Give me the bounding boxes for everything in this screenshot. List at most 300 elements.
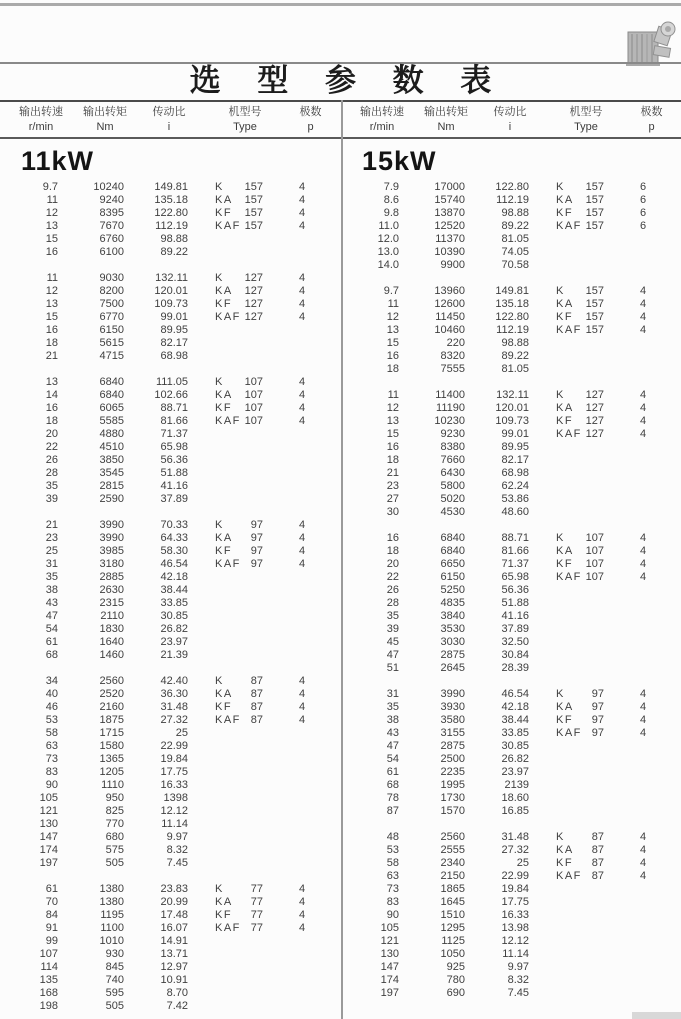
poles-cell: 4 bbox=[298, 272, 306, 284]
table-row bbox=[341, 610, 681, 623]
table-row bbox=[0, 571, 341, 584]
type-size: 87 bbox=[591, 857, 604, 869]
page-title: 选 型 参 数 表 bbox=[189, 63, 506, 98]
poles-cell bbox=[263, 792, 341, 805]
output-torque-cell: 1510 bbox=[440, 909, 465, 921]
type-size: 157 bbox=[585, 181, 604, 193]
output-torque-cell: 1110 bbox=[101, 779, 124, 791]
table-header-right bbox=[341, 104, 681, 135]
output-torque-cell: 930 bbox=[105, 948, 124, 960]
type-prefix: KAF bbox=[556, 428, 582, 440]
type-prefix: KF bbox=[215, 909, 233, 921]
poles-cell bbox=[604, 753, 681, 766]
poles-cell: 4 bbox=[639, 311, 647, 323]
model-type-cell bbox=[188, 883, 263, 896]
ratio-cell: 27.32 bbox=[160, 714, 188, 726]
table-row bbox=[0, 597, 341, 610]
output-torque-cell: 2555 bbox=[440, 844, 465, 856]
output-speed-cell: 14.0 bbox=[377, 259, 399, 271]
ratio-cell: 42.18 bbox=[160, 571, 188, 583]
ratio-cell: 41.16 bbox=[501, 610, 529, 622]
ratio-cell: 17.48 bbox=[160, 909, 188, 921]
type-prefix: KF bbox=[556, 311, 574, 323]
table-row bbox=[0, 766, 341, 779]
output-torque-cell: 3990 bbox=[99, 519, 124, 531]
poles-cell bbox=[604, 779, 681, 792]
table-row bbox=[0, 389, 341, 402]
poles-cell: 4 bbox=[298, 883, 306, 895]
output-speed-cell: 16 bbox=[386, 441, 399, 453]
output-speed-cell: 198 bbox=[39, 1000, 58, 1012]
output-speed-cell: 61 bbox=[45, 636, 58, 648]
ratio-group bbox=[0, 519, 341, 662]
type-prefix: KA bbox=[215, 194, 233, 206]
ratio-group bbox=[341, 532, 681, 675]
output-speed-cell: 147 bbox=[39, 831, 58, 843]
table-row bbox=[341, 441, 681, 454]
output-torque-cell: 8380 bbox=[440, 441, 465, 453]
table-row bbox=[341, 324, 681, 337]
ratio-cell: 18.60 bbox=[501, 792, 529, 804]
poles-cell bbox=[604, 636, 681, 649]
table-row bbox=[341, 181, 681, 194]
model-type-cell bbox=[529, 350, 604, 363]
output-torque-cell: 10460 bbox=[434, 324, 465, 336]
table-row bbox=[0, 415, 341, 428]
output-torque-cell: 13870 bbox=[434, 207, 465, 219]
ratio-cell: 81.66 bbox=[160, 415, 188, 427]
output-speed-cell: 105 bbox=[39, 792, 58, 804]
poles-cell bbox=[263, 857, 341, 870]
column-unit: r/min bbox=[28, 121, 54, 133]
type-size: 107 bbox=[244, 376, 263, 388]
output-speed-cell: 51 bbox=[386, 662, 399, 674]
model-type-cell bbox=[188, 1000, 263, 1013]
type-size: 157 bbox=[585, 298, 604, 310]
table-row bbox=[0, 857, 341, 870]
column-label: 极数 bbox=[299, 106, 322, 118]
type-prefix: KA bbox=[215, 389, 233, 401]
poles-cell bbox=[263, 948, 341, 961]
ratio-cell: 42.18 bbox=[501, 701, 529, 713]
ratio-group bbox=[341, 831, 681, 1000]
output-speed-cell: 48 bbox=[386, 831, 399, 843]
output-speed-cell: 8.6 bbox=[383, 194, 399, 206]
ratio-cell: 132.11 bbox=[496, 389, 529, 401]
type-prefix: KAF bbox=[556, 324, 582, 336]
ratio-cell: 10.91 bbox=[160, 974, 188, 986]
model-type-cell bbox=[188, 636, 263, 649]
type-size: 157 bbox=[585, 311, 604, 323]
ratio-cell: 30.84 bbox=[501, 649, 529, 661]
type-size: 157 bbox=[585, 324, 604, 336]
output-speed-cell: 21 bbox=[386, 467, 399, 479]
model-type-cell bbox=[188, 545, 263, 558]
poles-cell bbox=[263, 961, 341, 974]
poles-cell: 4 bbox=[298, 311, 306, 323]
poles-cell: 4 bbox=[639, 428, 647, 440]
ratio-cell: 36.30 bbox=[160, 688, 188, 700]
table-row bbox=[341, 233, 681, 246]
ratio-cell: 9.97 bbox=[166, 831, 188, 843]
output-speed-cell: 16 bbox=[45, 246, 58, 258]
type-size: 127 bbox=[585, 415, 604, 427]
output-speed-cell: 16 bbox=[45, 402, 58, 414]
output-torque-cell: 3030 bbox=[440, 636, 465, 648]
output-speed-cell: 28 bbox=[45, 467, 58, 479]
ratio-cell: 53.86 bbox=[501, 493, 529, 505]
ratio-group bbox=[0, 181, 341, 259]
model-type-cell bbox=[529, 311, 604, 324]
type-size: 97 bbox=[591, 701, 604, 713]
table-row bbox=[341, 532, 681, 545]
model-type-cell bbox=[188, 571, 263, 584]
ratio-cell: 42.40 bbox=[160, 675, 188, 687]
type-size: 157 bbox=[585, 194, 604, 206]
ratio-cell: 31.48 bbox=[501, 831, 529, 843]
output-speed-cell: 43 bbox=[45, 597, 58, 609]
ratio-cell: 88.71 bbox=[160, 402, 188, 414]
output-torque-cell: 1100 bbox=[100, 922, 124, 934]
output-torque-cell: 2315 bbox=[99, 597, 124, 609]
type-size: 77 bbox=[250, 883, 263, 895]
type-size: 107 bbox=[585, 532, 604, 544]
type-prefix: KAF bbox=[215, 922, 241, 934]
poles-cell: 4 bbox=[639, 532, 647, 544]
type-prefix: KF bbox=[556, 857, 574, 869]
ratio-group bbox=[341, 285, 681, 376]
model-type-cell bbox=[188, 987, 263, 1000]
table-row bbox=[0, 324, 341, 337]
output-speed-cell: 9.7 bbox=[42, 181, 58, 193]
output-speed-cell: 105 bbox=[380, 922, 399, 934]
table-row bbox=[0, 740, 341, 753]
column-label: 机型号 bbox=[228, 106, 262, 118]
table-row bbox=[0, 428, 341, 441]
table-row bbox=[341, 727, 681, 740]
poles-cell bbox=[604, 987, 681, 1000]
model-type-cell bbox=[529, 987, 604, 1000]
type-size: 87 bbox=[250, 701, 263, 713]
output-speed-cell: 70 bbox=[45, 896, 58, 908]
ratio-cell: 135.18 bbox=[154, 194, 188, 206]
output-speed-cell: 22 bbox=[386, 571, 399, 583]
poles-cell: 4 bbox=[639, 870, 647, 882]
table-row bbox=[0, 961, 341, 974]
ratio-cell: 22.99 bbox=[501, 870, 529, 882]
output-speed-cell: 9.8 bbox=[383, 207, 399, 219]
output-speed-cell: 18 bbox=[45, 415, 58, 427]
output-torque-cell: 1010 bbox=[99, 935, 124, 947]
table-body-15kw bbox=[341, 181, 681, 1000]
output-torque-cell: 11190 bbox=[436, 402, 465, 414]
type-prefix: KAF bbox=[556, 220, 582, 232]
output-torque-cell: 4510 bbox=[99, 441, 124, 453]
model-type-cell bbox=[188, 376, 263, 389]
model-type-cell bbox=[529, 896, 604, 909]
type-size: 97 bbox=[591, 688, 604, 700]
model-type-cell bbox=[529, 649, 604, 662]
output-speed-cell: 39 bbox=[45, 493, 58, 505]
output-speed-cell: 12.0 bbox=[377, 233, 399, 245]
ratio-cell: 14.91 bbox=[160, 935, 188, 947]
model-type-cell bbox=[188, 675, 263, 688]
output-torque-cell: 1715 bbox=[99, 727, 124, 739]
type-prefix: K bbox=[215, 675, 224, 687]
output-torque-cell: 505 bbox=[105, 857, 124, 869]
poles-cell: 4 bbox=[639, 545, 647, 557]
output-speed-cell: 35 bbox=[386, 610, 399, 622]
output-speed-cell: 47 bbox=[386, 649, 399, 661]
table-row bbox=[0, 701, 341, 714]
table-row bbox=[0, 584, 341, 597]
column-header-output-speed bbox=[341, 104, 423, 135]
poles-cell bbox=[263, 805, 341, 818]
model-type-cell bbox=[529, 324, 604, 337]
table-row bbox=[341, 740, 681, 753]
poles-cell bbox=[263, 324, 341, 337]
output-speed-cell: 35 bbox=[386, 701, 399, 713]
table-row bbox=[341, 337, 681, 350]
output-speed-cell: 83 bbox=[386, 896, 399, 908]
output-torque-cell: 1125 bbox=[441, 935, 465, 947]
output-torque-cell: 950 bbox=[105, 792, 124, 804]
poles-cell bbox=[604, 610, 681, 623]
poles-cell bbox=[604, 766, 681, 779]
column-header-ratio bbox=[128, 104, 210, 135]
type-size: 87 bbox=[591, 870, 604, 882]
poles-cell bbox=[263, 454, 341, 467]
column-header-poles bbox=[621, 104, 681, 135]
column-unit: Nm bbox=[96, 121, 114, 133]
type-prefix: KAF bbox=[556, 870, 582, 882]
output-speed-cell: 11 bbox=[387, 298, 399, 310]
output-torque-cell: 4835 bbox=[440, 597, 465, 609]
poles-cell bbox=[263, 597, 341, 610]
output-speed-cell: 15 bbox=[386, 337, 399, 349]
model-type-cell bbox=[529, 961, 604, 974]
output-speed-cell: 174 bbox=[39, 844, 58, 856]
poles-cell: 6 bbox=[639, 220, 647, 232]
table-row bbox=[0, 623, 341, 636]
poles-cell bbox=[604, 623, 681, 636]
poles-cell bbox=[263, 246, 341, 259]
table-row bbox=[341, 961, 681, 974]
poles-cell: 6 bbox=[639, 194, 647, 206]
output-torque-cell: 17000 bbox=[434, 181, 465, 193]
output-speed-cell: 13 bbox=[45, 298, 58, 310]
table-row bbox=[341, 753, 681, 766]
poles-cell bbox=[263, 935, 341, 948]
ratio-cell: 2139 bbox=[504, 779, 529, 791]
table-row bbox=[0, 1000, 341, 1013]
column-label: 输出转速 bbox=[360, 106, 404, 118]
output-torque-cell: 1205 bbox=[99, 766, 124, 778]
poles-cell: 4 bbox=[298, 922, 306, 934]
ratio-cell: 28.39 bbox=[501, 662, 529, 674]
poles-cell bbox=[604, 363, 681, 376]
output-torque-cell: 12600 bbox=[434, 298, 465, 310]
table-row bbox=[0, 467, 341, 480]
output-torque-cell: 2150 bbox=[440, 870, 465, 882]
ratio-cell: 31.48 bbox=[160, 701, 188, 713]
ratio-cell: 11.14 bbox=[502, 948, 529, 960]
poles-cell: 4 bbox=[298, 415, 306, 427]
output-torque-cell: 5250 bbox=[440, 584, 465, 596]
type-prefix: KF bbox=[215, 701, 233, 713]
table-row bbox=[0, 935, 341, 948]
column-header-output-speed bbox=[0, 104, 82, 135]
poles-cell bbox=[604, 909, 681, 922]
table-row bbox=[0, 688, 341, 701]
model-type-cell bbox=[188, 766, 263, 779]
ratio-cell: 58.30 bbox=[160, 545, 188, 557]
table-row bbox=[341, 636, 681, 649]
column-unit: Type bbox=[233, 121, 257, 133]
model-type-cell bbox=[188, 233, 263, 246]
ratio-cell: 46.54 bbox=[160, 558, 188, 570]
table-row bbox=[0, 779, 341, 792]
table-row bbox=[0, 831, 341, 844]
output-torque-cell: 2110 bbox=[100, 610, 124, 622]
poles-cell: 4 bbox=[639, 727, 647, 739]
model-type-cell bbox=[188, 350, 263, 363]
model-type-cell bbox=[188, 792, 263, 805]
model-type-cell bbox=[188, 896, 263, 909]
poles-cell bbox=[263, 844, 341, 857]
type-size: 107 bbox=[244, 415, 263, 427]
output-torque-cell: 1195 bbox=[100, 909, 124, 921]
output-torque-cell: 11400 bbox=[435, 389, 465, 401]
poles-cell bbox=[263, 493, 341, 506]
table-row bbox=[0, 545, 341, 558]
output-speed-cell: 23 bbox=[386, 480, 399, 492]
type-size: 107 bbox=[244, 402, 263, 414]
type-prefix: K bbox=[215, 181, 224, 193]
model-type-cell bbox=[188, 207, 263, 220]
output-torque-cell: 4715 bbox=[99, 350, 124, 362]
scan-artifact bbox=[632, 1012, 681, 1019]
output-speed-cell: 26 bbox=[45, 454, 58, 466]
column-label: 机型号 bbox=[569, 106, 603, 118]
output-speed-cell: 68 bbox=[386, 779, 399, 791]
output-torque-cell: 5020 bbox=[440, 493, 465, 505]
output-torque-cell: 1295 bbox=[440, 922, 465, 934]
output-speed-cell: 197 bbox=[380, 987, 399, 999]
ratio-cell: 23.97 bbox=[501, 766, 529, 778]
model-type-cell bbox=[529, 207, 604, 220]
output-torque-cell: 6840 bbox=[99, 376, 124, 388]
model-type-cell bbox=[188, 779, 263, 792]
output-speed-cell: 11 bbox=[46, 272, 58, 284]
type-prefix: KA bbox=[215, 896, 233, 908]
model-type-cell bbox=[529, 974, 604, 987]
model-type-cell bbox=[529, 441, 604, 454]
table-row bbox=[341, 480, 681, 493]
table-row bbox=[341, 454, 681, 467]
table-header-left bbox=[0, 104, 341, 135]
output-torque-cell: 1580 bbox=[99, 740, 124, 752]
output-speed-cell: 90 bbox=[386, 909, 399, 921]
ratio-cell: 7.45 bbox=[166, 857, 188, 869]
ratio-cell: 65.98 bbox=[501, 571, 529, 583]
output-speed-cell: 9.7 bbox=[383, 285, 399, 297]
ratio-cell: 89.22 bbox=[160, 246, 188, 258]
ratio-cell: 68.98 bbox=[160, 350, 188, 362]
poles-cell bbox=[604, 883, 681, 896]
output-torque-cell: 2885 bbox=[99, 571, 124, 583]
ratio-cell: 21.39 bbox=[160, 649, 188, 661]
poles-cell bbox=[263, 974, 341, 987]
model-type-cell bbox=[529, 506, 604, 519]
ratio-cell: 68.98 bbox=[501, 467, 529, 479]
table-row bbox=[0, 610, 341, 623]
type-size: 87 bbox=[591, 844, 604, 856]
model-type-cell bbox=[188, 467, 263, 480]
output-torque-cell: 2340 bbox=[440, 857, 465, 869]
model-type-cell bbox=[529, 493, 604, 506]
table-row bbox=[341, 246, 681, 259]
poles-cell bbox=[263, 610, 341, 623]
output-torque-cell: 12520 bbox=[434, 220, 465, 232]
model-type-cell bbox=[188, 558, 263, 571]
type-prefix: KA bbox=[556, 844, 574, 856]
output-speed-cell: 13 bbox=[386, 415, 399, 427]
model-type-cell bbox=[529, 181, 604, 194]
table-row bbox=[341, 688, 681, 701]
output-torque-cell: 6760 bbox=[99, 233, 124, 245]
output-torque-cell: 690 bbox=[446, 987, 465, 999]
ratio-cell: 109.73 bbox=[495, 415, 529, 427]
table-row bbox=[341, 649, 681, 662]
model-type-cell bbox=[529, 259, 604, 272]
poles-cell: 4 bbox=[639, 558, 647, 570]
table-row bbox=[341, 467, 681, 480]
output-speed-cell: 168 bbox=[39, 987, 58, 999]
ratio-cell: 26.82 bbox=[160, 623, 188, 635]
model-type-cell bbox=[188, 727, 263, 740]
poles-cell bbox=[263, 1000, 341, 1013]
column-header-ratio bbox=[469, 104, 551, 135]
output-speed-cell: 23 bbox=[45, 532, 58, 544]
type-size: 77 bbox=[250, 922, 263, 934]
type-size: 127 bbox=[244, 298, 263, 310]
ratio-cell: 16.85 bbox=[501, 805, 529, 817]
table-row bbox=[0, 376, 341, 389]
output-torque-cell: 740 bbox=[105, 974, 124, 986]
poles-cell: 4 bbox=[298, 688, 306, 700]
output-speed-cell: 35 bbox=[45, 480, 58, 492]
type-prefix: KA bbox=[215, 285, 233, 297]
output-speed-cell: 47 bbox=[386, 740, 399, 752]
output-torque-cell: 3850 bbox=[99, 454, 124, 466]
output-torque-cell: 1640 bbox=[99, 636, 124, 648]
output-speed-cell: 38 bbox=[386, 714, 399, 726]
output-torque-cell: 4530 bbox=[440, 506, 465, 518]
output-torque-cell: 6840 bbox=[440, 532, 465, 544]
output-speed-cell: 35 bbox=[45, 571, 58, 583]
ratio-group bbox=[0, 883, 341, 1013]
ratio-cell: 25 bbox=[175, 727, 188, 739]
table-row bbox=[0, 792, 341, 805]
column-header-output-torque bbox=[423, 104, 469, 135]
model-type-cell bbox=[529, 610, 604, 623]
model-type-cell bbox=[529, 402, 604, 415]
type-size: 107 bbox=[585, 558, 604, 570]
output-torque-cell: 1875 bbox=[99, 714, 124, 726]
table-row bbox=[341, 766, 681, 779]
poles-cell: 4 bbox=[298, 207, 306, 219]
